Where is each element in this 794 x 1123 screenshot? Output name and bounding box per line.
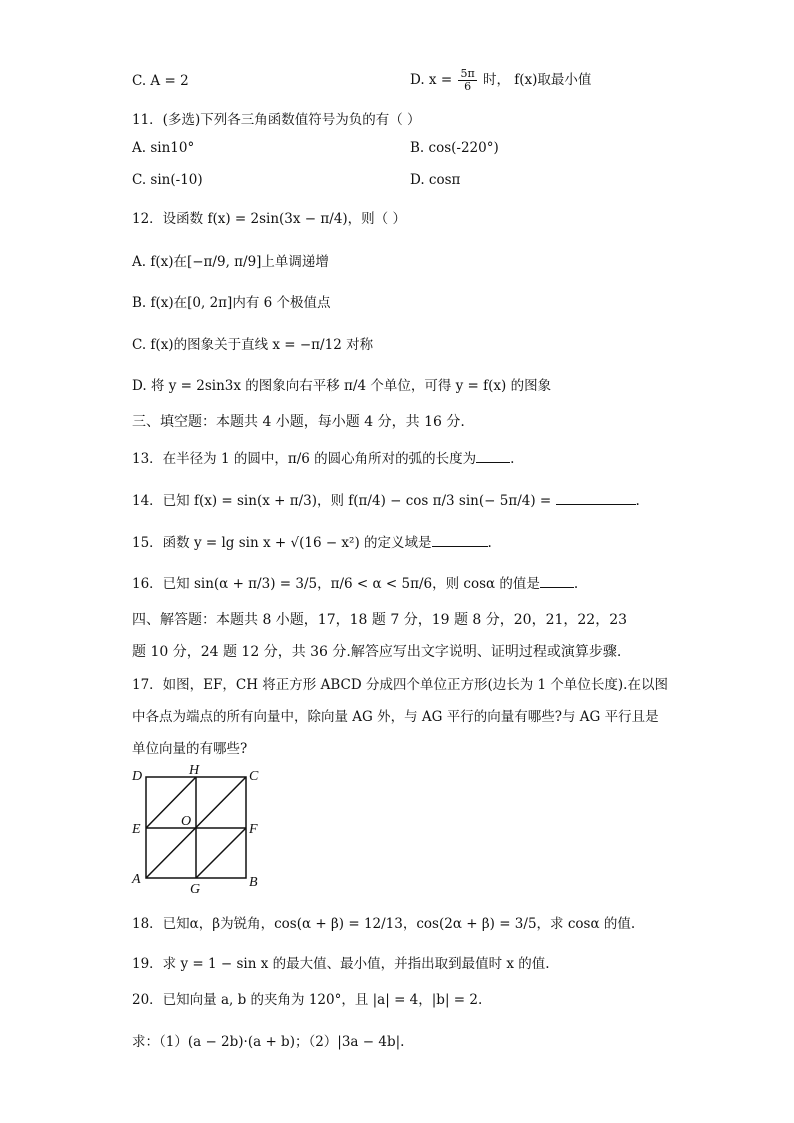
label-d: D [132, 769, 143, 784]
q14-answer-blank [556, 504, 636, 505]
q16-text: 16．已知 sin(α + π/3) = 3/5，π/6 < α < 5π/6，则 cosα 的值是 [132, 576, 540, 592]
q14: 14．已知 f(x) = sin(x + π/3)，则 f(π/4) − cos π/3 sin(− 5π/4) = . [132, 493, 640, 509]
fraction-denominator: 6 [464, 80, 472, 93]
q10-option-c: C. A = 2 [132, 73, 189, 89]
q18: 18．已知α，β为锐角，cos(α + β) = 12/13，cos(2α + β) = 3/5，求 cosα 的值. [132, 916, 636, 932]
q15-answer-blank [432, 546, 488, 547]
label-o: O [181, 814, 192, 829]
q12-option-a: A. f(x)在[−π/9, π/9]上单调递增 [132, 254, 329, 270]
q10-option-d [410, 68, 591, 93]
section4-heading-line1: 四、解答题：本题共 8 小题，17，18 题 7 分，19 题 8 分，20，21，22，23 [132, 612, 628, 628]
label-e: E [132, 822, 141, 837]
label-g: G [190, 882, 201, 897]
q12-option-d: D. 将 y = 2sin3x 的图象向右平移 π/4 个单位，可得 y = f(x) 的图象 [132, 378, 552, 394]
q17-line3: 单位向量的有哪些? [132, 741, 248, 757]
q20-line1: 20．已知向量 a, b 的夹角为 120°，且 |a| = 4，|b| = 2. [132, 992, 483, 1008]
label-b: B [249, 875, 258, 890]
q10-option-d-prefix: D. x = [410, 72, 453, 88]
q10-option-d-fraction [458, 68, 476, 93]
q15: 15．函数 y = lg sin x + √(16 − x²) 的定义域是 . [132, 535, 492, 551]
q13-answer-blank [476, 462, 510, 463]
label-h: H [189, 763, 200, 778]
q16: 16．已知 sin(α + π/3) = 3/5，π/6 < α < 5π/6，则 cosα 的值是 . [132, 576, 579, 592]
q17-line1: 17．如图，EF，CH 将正方形 ABCD 分成四个单位正方形(边长为 1 个单位长度).在以图 [132, 677, 668, 693]
q12-stem: 12．设函数 f(x) = 2sin(3x − π/4)，则（ ） [132, 211, 406, 227]
q13: 13．在半径为 1 的圆中，π/6 的圆心角所对的弧的长度为 . [132, 451, 515, 467]
fraction-numerator: 5π [460, 67, 475, 80]
diagonal-gf [196, 828, 246, 878]
q12-option-b: B. f(x)在[0, 2π]内有 6 个极值点 [132, 295, 331, 311]
q20-line2: 求：（1）(a − 2b)·(a + b)；（2）|3a − 4b|. [132, 1034, 405, 1050]
section3-heading: 三、填空题：本题共 4 小题，每小题 4 分，共 16 分. [132, 414, 465, 430]
label-a: A [132, 872, 141, 887]
q15-text: 15．函数 y = lg sin x + √(16 − x²) 的定义域是 [132, 535, 432, 551]
q11-option-a: A. sin10° [132, 140, 195, 156]
q11-option-b: B. cos(-220°) [410, 140, 499, 156]
q19: 19．求 y = 1 − sin x 的最大值、最小值，并指出取到最值时 x 的值. [132, 956, 550, 972]
q16-answer-blank [540, 587, 574, 588]
q13-text: 13．在半径为 1 的圆中，π/6 的圆心角所对的弧的长度为 [132, 451, 477, 467]
label-f: F [249, 822, 258, 837]
q17-line2: 中各点为端点的所有向量中，除向量 AG 外，与 AG 平行的向量有哪些?与 AG 平行且是 [132, 709, 659, 725]
q14-text: 14．已知 f(x) = sin(x + π/3)，则 f(π/4) − cos π/3 sin(− 5π/4) = [132, 493, 552, 509]
q11-option-c: C. sin(-10) [132, 172, 203, 188]
q11-option-d: D. cosπ [410, 172, 461, 188]
q11-stem: 11．(多选)下列各三角函数值符号为负的有（ ） [132, 112, 421, 128]
square-figure [128, 762, 268, 897]
q10-option-d-suffix: 时， f(x)取最小值 [482, 72, 592, 88]
section4-heading-line2: 题 10 分，24 题 12 分，共 36 分.解答应写出文字说明、证明过程或演算步骤. [132, 644, 622, 660]
q12-option-c: C. f(x)的图象关于直线 x = −π/12 对称 [132, 337, 374, 353]
label-c: C [249, 769, 259, 784]
